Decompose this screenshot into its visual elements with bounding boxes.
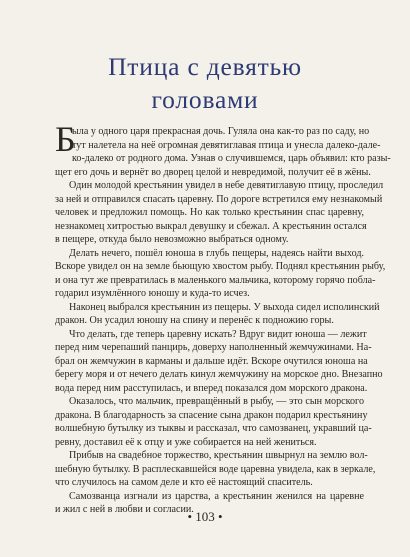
drop-cap-letter: Б xyxy=(55,119,76,159)
paragraph-1-line-4: щет его дочь и вернёт во дворец целой и невредимой, получит её в жёны. xyxy=(55,166,371,178)
paragraph-6-line-2: дракона. В благодарность за спасение сына дракон подарил крестьянину xyxy=(55,409,368,421)
paragraph-2-line-2: за ней и отправился спасать царевну. По дороге встретился ему незнакомый xyxy=(55,193,383,205)
page-number: • 103 • xyxy=(187,509,223,524)
paragraph-6-line-3: волшебную бутылку из тыквы и рассказал, что самозванец, укравший ца- xyxy=(55,423,372,434)
paragraph-1-line-3: ко-далеко от родного дома. Узнав о случившемся, царь объявил: кто разы- xyxy=(72,153,391,164)
paragraph-2-line-1: Один молодой крестьянин увидел в небе девятиглавую птицу, проследил xyxy=(69,180,384,191)
story-title-line-2: головами xyxy=(151,85,259,114)
paragraph-3-line-4: годарил изумлённого юношу и куда-то исчез. xyxy=(55,288,250,299)
paragraph-5-line-4: берегу моря и от нечего делать кинул жемчужину на морское дно. Внезапно xyxy=(55,369,383,380)
paragraph-4-line-2: дракон. Он усадил юношу на спину и перенёс к подножию горы. xyxy=(55,315,334,326)
story-title-line-1: Птица с девятью xyxy=(108,52,302,81)
paragraph-3-line-1: Делать нечего, пошёл юноша в глубь пещеры, надеясь найти выход. xyxy=(69,247,364,259)
paragraph-7-line-3: что случилось на самом деле и кто её настоящий спаситель. xyxy=(55,477,313,488)
paragraph-7-line-2: шебную бутылку. В расплескавшейся воде царевна увидела, как в зеркале, xyxy=(55,463,376,475)
paragraph-2-line-4: незнакомец хитростью выкрал девушку и сбежал. А крестьянин остался xyxy=(55,220,367,232)
paragraph-8-line-2: и жил с ней в любви и согласии. xyxy=(55,504,194,515)
paragraph-2-line-5: в пещере, откуда было невозможно выбраться одному. xyxy=(55,234,289,245)
paragraph-3-line-3: и она тут же превратилась в маленького мальчика, которому горячо побла- xyxy=(55,274,376,286)
paragraph-3-line-2: Вскоре увидел он на земле бьющую хвостом рыбу. Поднял крестьянин рыбу, xyxy=(55,261,386,272)
story-body xyxy=(55,119,391,517)
paragraph-5-line-5: вода перед ним расступилась, и вперед показался дом морского дракона. xyxy=(55,382,368,394)
paragraph-4-line-1: Наконец выбрался крестьянин из пещеры. У выхода сидел исполинский xyxy=(69,301,380,313)
paragraph-5-line-1: Что делать, где теперь царевну искать? Вдруг видит юноша — лежит xyxy=(69,328,367,340)
paragraph-6-line-1: Оказалось, что мальчик, превращённый в рыбу, — это сын морского xyxy=(69,396,364,407)
paragraph-5-line-2: перед ним черепаший панцирь, доверху наполненный жемчужинами. На- xyxy=(55,342,372,353)
paragraph-7-line-1: Прибыв на свадебное торжество, крестьянин швырнул на землю вол- xyxy=(69,450,368,461)
paragraph-1-line-2: тут налетела на неё огромная девятиглавая птица и унесла далеко-дале- xyxy=(72,139,381,151)
paragraph-2-line-3: человек и предложил помощь. Но как только крестьянин спас царевну, xyxy=(55,207,364,218)
story-title xyxy=(0,50,410,116)
paragraph-8-line-1: Самозванца изгнали из царства, а крестьянин женился на царевне xyxy=(69,490,364,502)
paragraph-5-line-3: брал он жемчужин в карманы и дальше идёт. Вскоре очутился юноша на xyxy=(55,355,368,367)
paragraph-6-line-4: ревну, доставил её к отцу и уже собирается на ней жениться. xyxy=(55,436,317,448)
paragraph-1-line-1: ыла у одного царя прекрасная дочь. Гуляла она как-то раз по саду, но xyxy=(72,126,370,137)
